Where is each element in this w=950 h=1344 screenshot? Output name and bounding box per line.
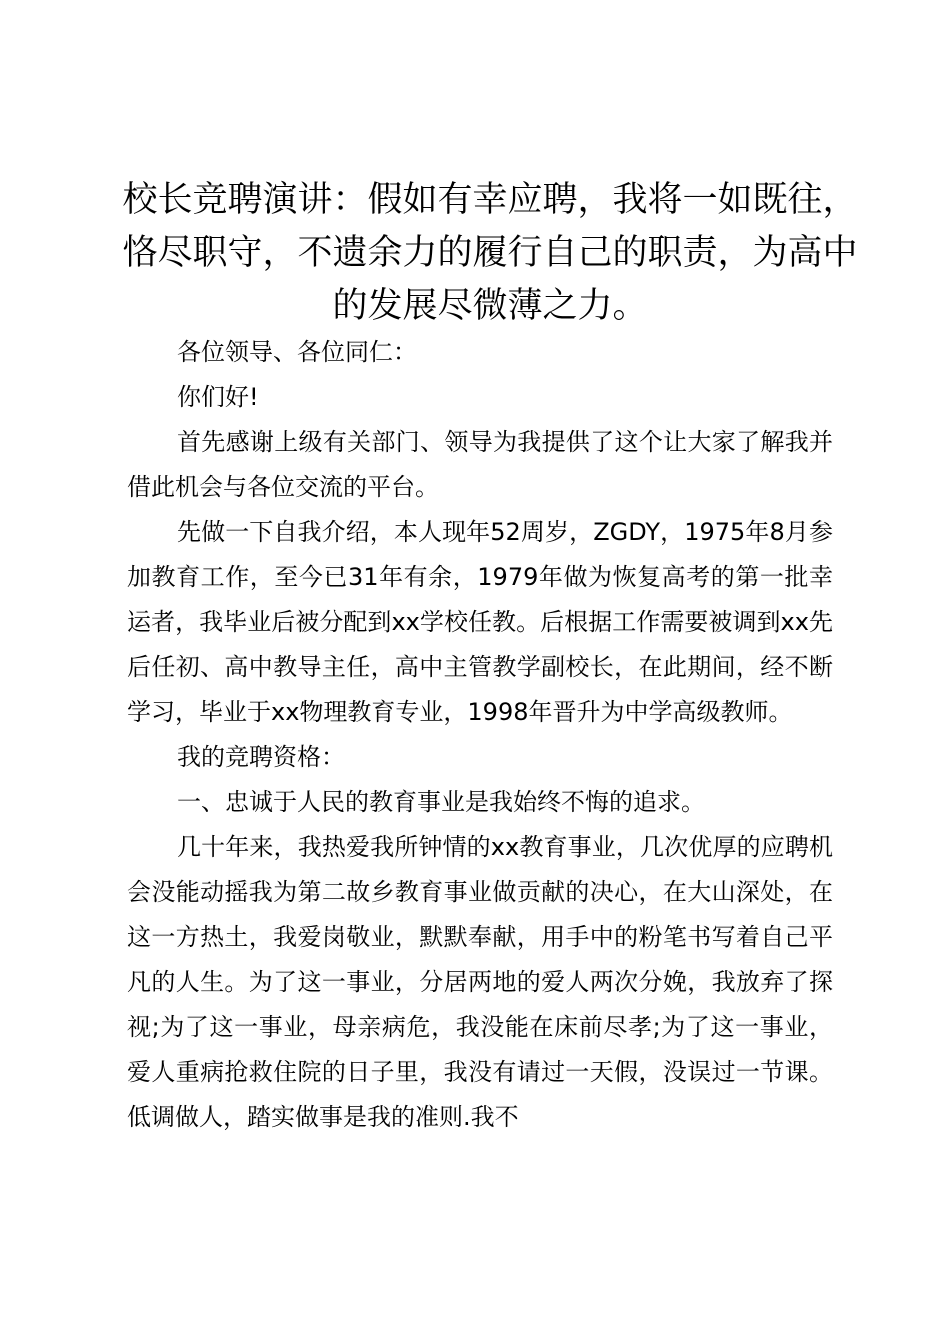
- paragraph-qualifications-heading: 我的竞聘资格：: [177, 743, 345, 771]
- document-body: [127, 330, 833, 1140]
- paragraph-hello: 你们好!: [177, 383, 259, 411]
- paragraph-section-one-heading: 一、忠诚于人民的教育事业是我始终不悔的追求。: [177, 788, 705, 816]
- paragraph-greeting: 各位领导、各位同仁：: [177, 338, 417, 366]
- paragraph-section-one-body: 几十年来，我热爱我所钟情的xx教育事业，几次优厚的应聘机会没能动摇我为第二故乡教育事业做贡献的决心，在大山深处，在这一方热土，我爱岗敬业，默默奉献，用手中的粉笔书写着自己平凡的人生。为了这一事业，分居两地的爱人两次分娩，我放弃了探视;为了这一事业，母亲病危，我没能在床前尽孝;为了这一事业，爱人重病抢救住院的日子里，我没有请过一天假，没误过一节课。低调做人，踏实做事是我的准则.我不: [127, 833, 833, 1131]
- paragraph-introduction: 先做一下自我介绍，本人现年52周岁，ZGDY，1975年8月参加教育工作，至今已31年有余，1979年做为恢复高考的第一批幸运者，我毕业后被分配到xx学校任教。后根据工作需要被调到xx先后任初、高中教导主任，高中主管教学副校长，在此期间，经不断学习，毕业于xx物理教育专业，1998年晋升为中学高级教师。: [127, 518, 833, 726]
- paragraph-thanks: 首先感谢上级有关部门、领导为我提供了这个让大家了解我并借此机会与各位交流的平台。: [127, 428, 833, 501]
- document-title: 校长竞聘演讲：假如有幸应聘，我将一如既往，恪尽职守，不遗余力的履行自己的职责，为高中的发展尽微薄之力。: [122, 180, 858, 326]
